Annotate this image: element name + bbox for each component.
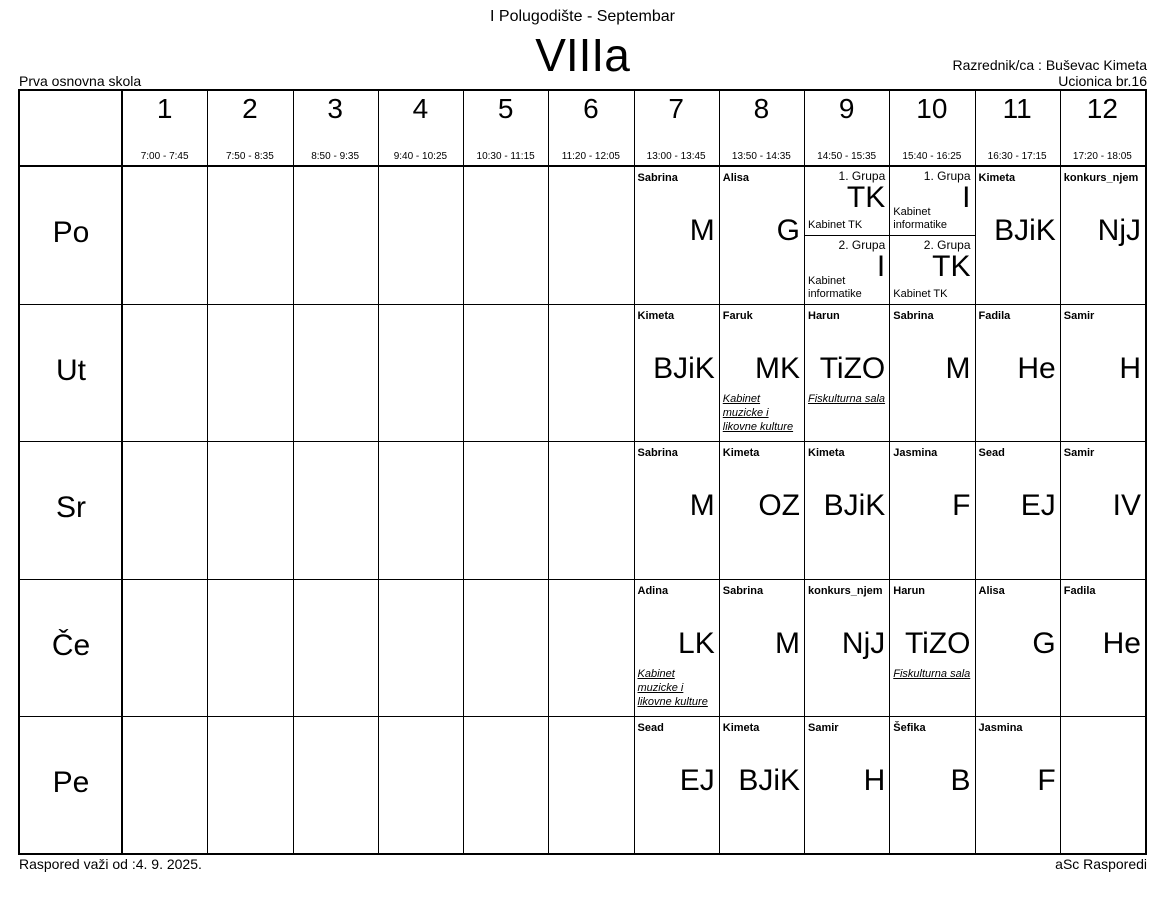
lesson-teacher: Kimeta [722, 722, 760, 734]
lesson-subject: EJ [1020, 489, 1056, 522]
period-header [634, 91, 719, 166]
class-name: VIIIa [535, 29, 630, 81]
lesson-cell[interactable] [719, 441, 804, 579]
lesson-teacher: Harun [893, 584, 926, 597]
grid-vline [463, 91, 464, 853]
period-time: 17:20 - 18:05 [1072, 151, 1132, 162]
period-header [975, 91, 1060, 166]
period-time: 11:20 - 12:05 [561, 151, 620, 162]
lesson-teacher: Kimeta [637, 309, 675, 322]
lesson-subject: TiZO [904, 626, 971, 660]
period-header [548, 91, 633, 166]
lesson-subject: He [1017, 351, 1056, 385]
group-room: Kabinet TK [808, 219, 863, 231]
lesson-teacher: Fadila [978, 309, 1011, 322]
lesson-teacher: Sabrina [637, 172, 678, 184]
group-room: Kabinet informatike [808, 275, 862, 300]
day-label: Po [52, 216, 90, 249]
lesson-teacher: Sead [637, 722, 664, 734]
period-number: 11 [1002, 93, 1032, 124]
lesson-teacher: Sabrina [722, 584, 764, 597]
period-number: 6 [583, 93, 599, 124]
group-room: Kabinet informatike [893, 206, 948, 231]
lesson-subject: MK [755, 351, 800, 385]
software-credit: aSc Rasporedi [1055, 856, 1147, 872]
lesson-cell[interactable] [1060, 304, 1145, 442]
lesson-cell[interactable] [634, 166, 719, 304]
lesson-subject: B [950, 764, 971, 797]
period-time: 7:00 - 7:45 [140, 151, 189, 162]
group-divider [889, 235, 974, 236]
group-label: 2. Grupa [838, 238, 886, 252]
lesson-cell[interactable] [975, 716, 1060, 854]
grid-vline [548, 91, 549, 853]
lesson-room: Fiskulturna sala [808, 392, 886, 405]
period-number: 12 [1086, 93, 1118, 124]
lesson-subject: He [1102, 626, 1141, 660]
lesson-cell[interactable] [975, 441, 1060, 579]
day-label: Sr [56, 491, 86, 524]
period-header [378, 91, 463, 166]
lesson-teacher: Samir [808, 722, 839, 734]
group-subject: I [962, 181, 971, 214]
lesson-subject: M [945, 351, 971, 385]
lesson-subject: EJ [679, 764, 715, 797]
lesson-cell[interactable] [889, 579, 974, 717]
lesson-cell[interactable] [889, 304, 974, 442]
timetable-grid [18, 89, 1147, 855]
lesson-teacher: konkurs_njem [1063, 172, 1139, 184]
classroom-label: Ucionica br.16 [1058, 73, 1147, 89]
lesson-subject: NjJ [1097, 214, 1141, 247]
grid-vline [293, 91, 294, 853]
lesson-room: Kabinet muzicke i likovne kulture [637, 667, 708, 708]
period-number: 1 [156, 93, 173, 124]
group-subject: TK [846, 181, 886, 214]
lesson-cell[interactable] [804, 579, 889, 717]
lesson-cell[interactable] [1060, 166, 1145, 304]
lesson-cell[interactable] [804, 716, 889, 854]
day-label: Če [51, 628, 91, 662]
period-time: 9:40 - 10:25 [393, 151, 448, 162]
period-header [889, 91, 974, 166]
validity-note: Raspored važi od :4. 9. 2025. [19, 856, 202, 872]
period-header [804, 91, 889, 166]
lesson-cell[interactable] [975, 304, 1060, 442]
lesson-teacher: Fadila [1063, 584, 1096, 597]
lesson-subject: BJiK [653, 351, 715, 385]
lesson-teacher: Harun [808, 309, 840, 322]
lesson-teacher: Sabrina [637, 447, 678, 459]
period-number: 10 [916, 93, 948, 124]
lesson-teacher: konkurs_njem [808, 584, 883, 597]
lesson-cell[interactable] [975, 166, 1060, 304]
period-header [122, 91, 207, 166]
lesson-subject: OZ [758, 489, 800, 522]
period-number: 4 [412, 93, 429, 124]
lesson-subject: F [952, 489, 971, 522]
lesson-cell[interactable] [634, 716, 719, 854]
lesson-subject: M [689, 214, 715, 247]
period-header [293, 91, 378, 166]
grid-vline [378, 91, 379, 853]
lesson-subject: BJiK [994, 214, 1056, 247]
lesson-cell[interactable] [719, 716, 804, 854]
lesson-teacher: Kimeta [978, 172, 1016, 184]
school-name: Prva osnovna skola [19, 73, 142, 89]
lesson-room: Kabinet muzicke i likovne kulture [722, 392, 794, 433]
period-number: 8 [753, 93, 770, 124]
lesson-subject: BJiK [738, 764, 800, 797]
lesson-teacher: Kimeta [722, 447, 760, 459]
lesson-subject: BJiK [823, 489, 886, 522]
homeroom-teacher: Razrednik/ca : Buševac Kimeta [952, 57, 1147, 73]
lesson-subject: IV [1112, 489, 1141, 522]
period-number: 9 [838, 93, 855, 124]
grid-vline [207, 91, 208, 853]
lesson-subject: F [1037, 764, 1056, 797]
period-number: 2 [242, 93, 258, 124]
lesson-teacher: Sabrina [893, 309, 934, 322]
period-time: 8:50 - 9:35 [311, 151, 360, 162]
lesson-teacher: Alisa [978, 584, 1005, 597]
period-time: 14:50 - 15:35 [817, 151, 877, 162]
period-header [719, 91, 804, 166]
lesson-cell[interactable] [1060, 579, 1145, 717]
period-time: 15:40 - 16:25 [902, 151, 962, 162]
lesson-cell[interactable] [719, 304, 804, 442]
lesson-subject: M [689, 489, 715, 522]
period-number: 3 [327, 93, 343, 124]
lesson-subject: TiZO [819, 351, 886, 385]
group-label: 1. Grupa [923, 169, 971, 183]
lesson-cell[interactable] [634, 441, 719, 579]
period-time: 13:00 - 13:45 [646, 151, 706, 162]
group-subject: TK [932, 250, 971, 283]
lesson-teacher: Alisa [722, 172, 750, 184]
lesson-cell[interactable] [804, 304, 889, 442]
group-divider [804, 235, 889, 236]
period-number: 5 [497, 93, 514, 124]
lesson-cell[interactable] [719, 579, 804, 717]
period-header [1060, 91, 1145, 166]
lesson-cell[interactable] [889, 166, 974, 304]
group-subject: I [876, 250, 886, 283]
lesson-teacher: Samir [1063, 309, 1095, 322]
lesson-cell[interactable] [975, 579, 1060, 717]
lesson-cell[interactable] [634, 579, 719, 717]
lesson-cell[interactable] [634, 304, 719, 442]
period-number: 7 [668, 93, 684, 124]
day-label: Ut [56, 353, 86, 387]
lesson-subject: NjJ [841, 626, 886, 660]
lesson-subject: LK [678, 626, 715, 660]
lesson-subject: G [1032, 626, 1056, 660]
lesson-teacher: Sead [978, 447, 1005, 459]
term-title: I Polugodište - Septembar [490, 8, 675, 25]
period-time: 10:30 - 11:15 [476, 151, 535, 162]
group-label: 1. Grupa [838, 169, 886, 183]
grid-vline [121, 91, 123, 853]
lesson-cell[interactable] [804, 166, 889, 304]
period-time: 13:50 - 14:35 [731, 151, 791, 162]
lesson-cell[interactable] [719, 166, 804, 304]
period-header [207, 91, 292, 166]
period-time: 16:30 - 17:15 [987, 151, 1047, 162]
lesson-cell[interactable] [889, 716, 974, 854]
lesson-subject: G [776, 214, 800, 247]
lesson-teacher: Jasmina [978, 722, 1023, 734]
lesson-teacher: Faruk [722, 309, 753, 322]
lesson-teacher: Adina [637, 584, 669, 597]
period-time: 7:50 - 8:35 [225, 151, 274, 162]
group-label: 2. Grupa [923, 238, 971, 252]
day-label: Pe [52, 766, 90, 799]
lesson-subject: H [1119, 351, 1141, 385]
lesson-teacher: Samir [1063, 447, 1095, 459]
lesson-teacher: Kimeta [808, 447, 845, 459]
group-room: Kabinet TK [893, 288, 948, 300]
lesson-cell[interactable] [1060, 441, 1145, 579]
lesson-cell[interactable] [889, 441, 974, 579]
lesson-subject: H [863, 764, 886, 797]
lesson-teacher: Šefika [893, 722, 926, 734]
lesson-teacher: Jasmina [893, 447, 938, 459]
lesson-cell[interactable] [804, 441, 889, 579]
lesson-room: Fiskulturna sala [893, 667, 971, 680]
period-header [463, 91, 548, 166]
lesson-subject: M [775, 626, 800, 660]
